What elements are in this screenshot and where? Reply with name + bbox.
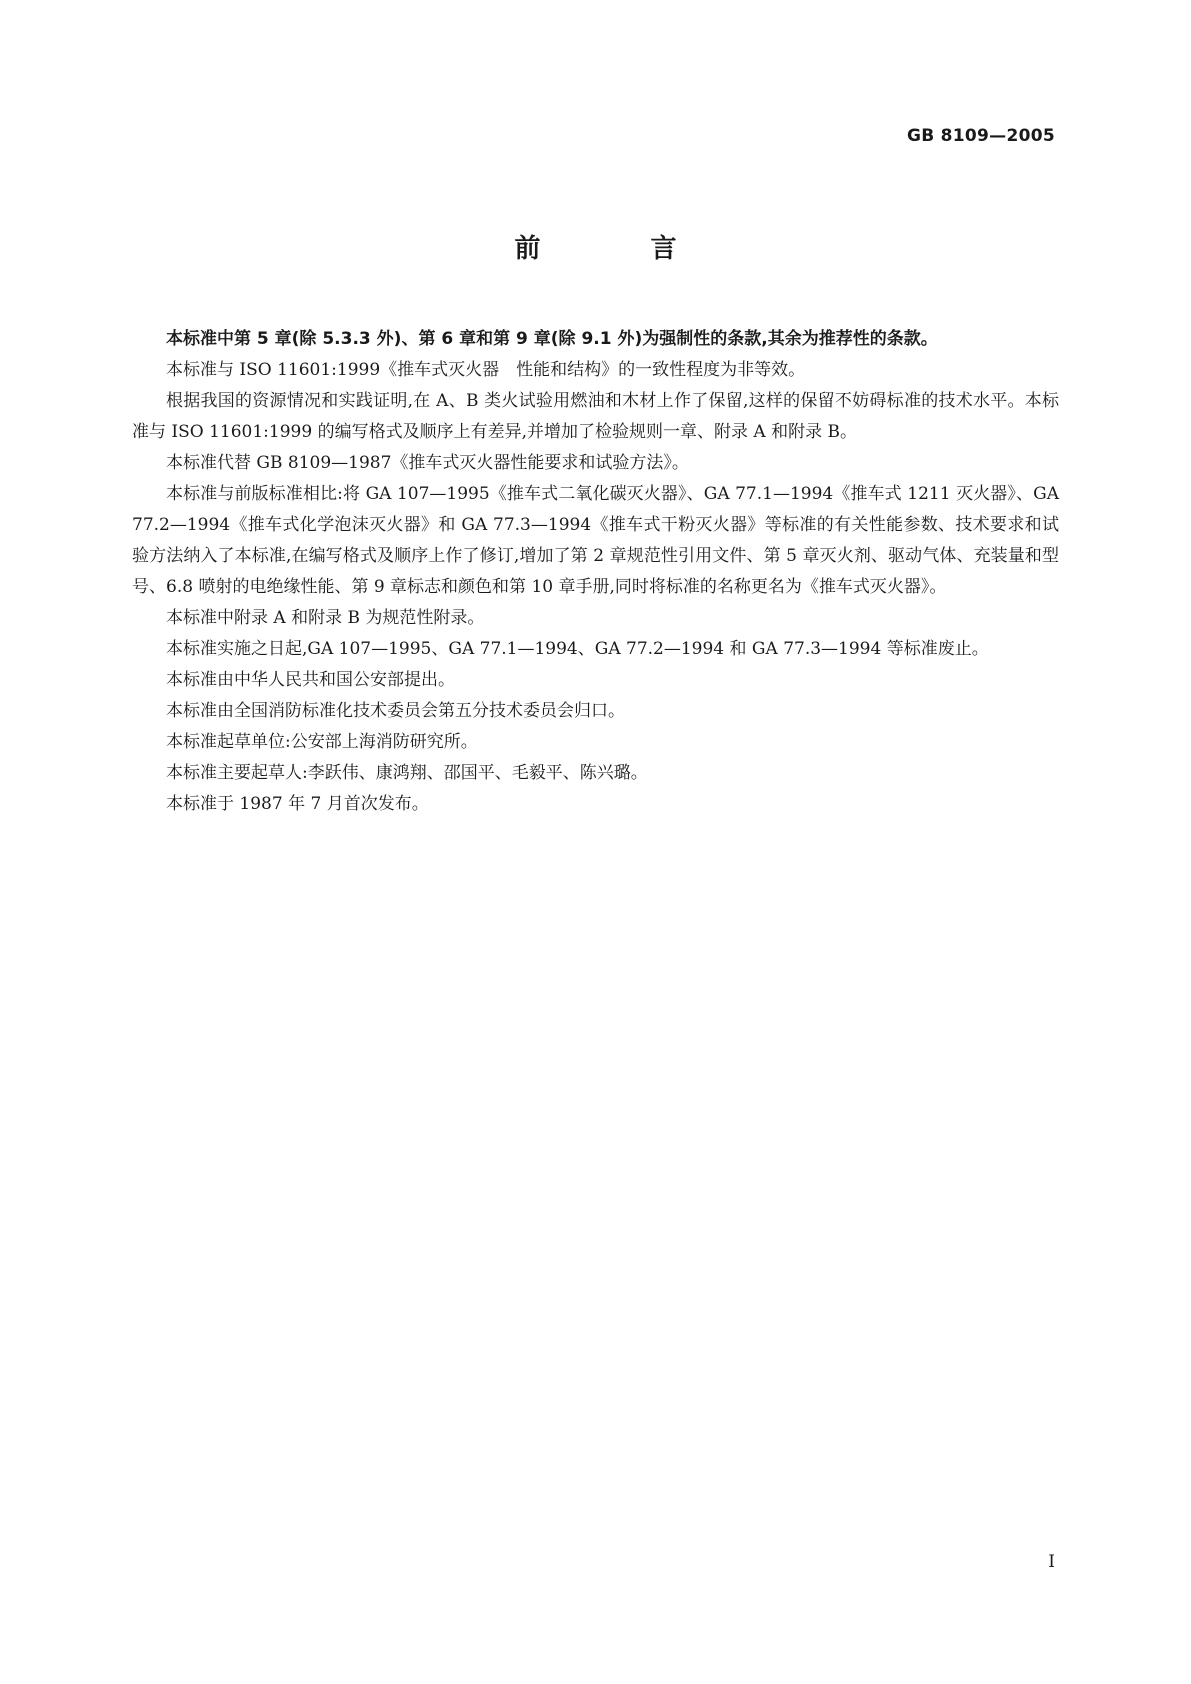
paragraph-abolished: 本标准实施之日起,GA 107—1995、GA 77.1—1994、GA 77.2—1994 和 GA 77.3—1994 等标准废止。 [166,639,989,659]
paragraph-mandatory-clauses: 本标准中第 5 章(除 5.3.3 外)、第 6 章和第 9 章(除 9.1 外)为强制性的条款,其余为推荐性的条款。 [166,329,938,349]
paragraph-annexes: 本标准中附录 A 和附录 B 为规范性附录。 [166,608,485,628]
paragraph-iso-consistency: 本标准与 ISO 11601:1999《推车式灭火器 性能和结构》的一致性程度为非等效。 [166,360,806,380]
standard-code: GB 8109—2005 [906,126,1055,146]
paragraph-changes: 本标准与前版标准相比:将 GA 107—1995《推车式二氧化碳灭火器》、GA 77.1—1994《推车式 1211 灭火器》、GA 77.2—1994《推车式化学泡沫灭火器》和 GA 77.3—1994《推车式干粉灭火器》等标准的有关性能参数、技术要求和试验方法纳入了本标准,在编写格式及顺序上作了修订,增加了第 2 章规范性引用文件、第 5 章灭火剂、驱动气体、充装量和型号、6.8 喷射的电绝缘性能、第 9 章标志和颜色和第 10 章手册,同时将标准的名称更名为《推车式灭火器》。 [132,484,1059,597]
foreword-body [132,324,1059,820]
paragraph-proposed-by: 本标准由中华人民共和国公安部提出。 [166,670,455,690]
paragraph-drafting-unit: 本标准起草单位:公安部上海消防研究所。 [166,732,478,752]
paragraph-replaces: 本标准代替 GB 8109—1987《推车式灭火器性能要求和试验方法》。 [166,453,689,473]
paragraph-responsible-committee: 本标准由全国消防标准化技术委员会第五分技术委员会归口。 [166,701,625,721]
page-title: 前 言 [514,234,719,264]
paragraph-reservations: 根据我国的资源情况和实践证明,在 A、B 类火试验用燃油和木材上作了保留,这样的保留不妨碍标准的技术水平。本标准与 ISO 11601:1999 的编写格式及顺序上有差异,并增加了检验规则一章、附录 A 和附录 B。 [132,391,1059,442]
paragraph-first-release: 本标准于 1987 年 7 月首次发布。 [166,794,429,814]
page-number: I [1048,1552,1055,1572]
paragraph-drafters: 本标准主要起草人:李跃伟、康鸿翔、邵国平、毛毅平、陈兴璐。 [166,763,648,783]
